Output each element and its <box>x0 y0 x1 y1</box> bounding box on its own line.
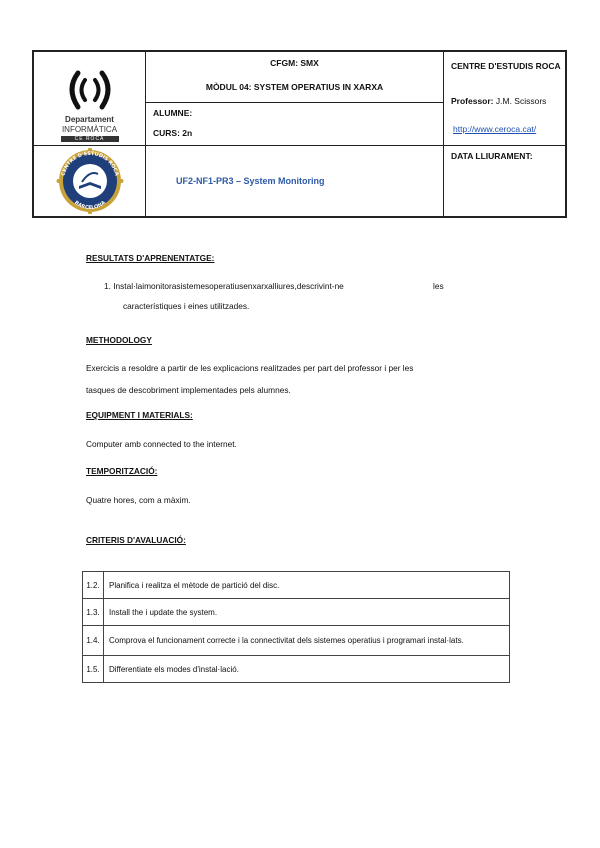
criteria-number: 1.2. <box>83 572 104 599</box>
equipment-text: Computer amb connected to the internet. <box>86 439 237 449</box>
methodology-line1: Exercicis a resoldre a partir de les explicacions realitzades per part del professor i per les <box>86 363 414 373</box>
professor-line <box>451 96 546 106</box>
resultats-item-line2: característiques i eines utilitzades. <box>123 301 250 311</box>
seal-bottom-text: BARCELONA <box>72 199 107 212</box>
module-label: MÒDUL 04: SYSTEM OPERATIUS IN XARXA <box>205 82 384 92</box>
table-row <box>83 599 510 626</box>
criteria-text: Install the i update the system. <box>104 599 510 626</box>
seal-top-text: CENTRE D'ESTUDIS ROCA <box>60 150 119 177</box>
seal-emblem-icon <box>50 148 130 214</box>
logo-department-text: Departament <box>65 115 114 124</box>
document-header <box>32 50 567 218</box>
professor-label: Professor: <box>451 96 494 106</box>
student-info <box>146 103 444 146</box>
criteris-table <box>82 571 510 683</box>
table-row <box>83 656 510 683</box>
criteria-number: 1.5. <box>83 656 104 683</box>
course-info <box>146 52 444 103</box>
school-seal <box>34 146 146 216</box>
criteria-text: Differentiate els modes d'instal·lació. <box>104 656 510 683</box>
curs-label: CURS: 2n <box>153 128 193 138</box>
criteria-text: Planifica i realitza el mètode de partició del disc. <box>104 572 510 599</box>
criteris-heading: CRITERIS D'AVALUACIÓ: <box>86 535 186 545</box>
criteria-number: 1.3. <box>83 599 104 626</box>
criteria-text: Comprova el funcionament correcte i la connectivitat dels sistemes operatius i programari instal·lats. <box>104 626 510 656</box>
resultats-heading: RESULTATS D'APRENENTATGE: <box>86 253 215 263</box>
professor-name: J.M. Scissors <box>493 96 547 106</box>
activity-title: UF2-NF1-PR3 – System Monitoring <box>146 146 444 216</box>
centre-name: CENTRE D'ESTUDIS ROCA <box>451 61 561 71</box>
resultats-item-line1: 1. Instal·laimonitorasistemesoperatiusenxarxalliures,descrivint-ne <box>104 281 344 291</box>
centre-info <box>444 52 565 146</box>
methodology-line2: tasques de descobriment implementades pels alumnes. <box>86 385 291 395</box>
signal-waves-icon <box>60 69 120 113</box>
department-logo <box>34 52 146 146</box>
delivery-date-label: DATA LLIURAMENT: <box>451 151 533 161</box>
centre-url-link[interactable]: http://www.ceroca.cat/ <box>453 124 537 134</box>
logo-school-bar: CE ROCA <box>61 136 119 142</box>
resultats-item-les: les <box>433 281 444 291</box>
temporitzacio-text: Quatre hores, com a màxim. <box>86 495 191 505</box>
table-row <box>83 572 510 599</box>
alumne-label: ALUMNE: <box>153 108 193 118</box>
cfgm-label: CFGM: SMX <box>270 58 319 68</box>
logo-subject-text: INFORMÀTICA <box>61 125 118 134</box>
temporitzacio-heading: TEMPORITZACIÓ: <box>86 466 158 476</box>
criteria-number: 1.4. <box>83 626 104 656</box>
methodology-heading: METHODOLOGY <box>86 335 152 345</box>
table-row <box>83 626 510 656</box>
equipment-heading: EQUIPMENT I MATERIALS: <box>86 410 193 420</box>
